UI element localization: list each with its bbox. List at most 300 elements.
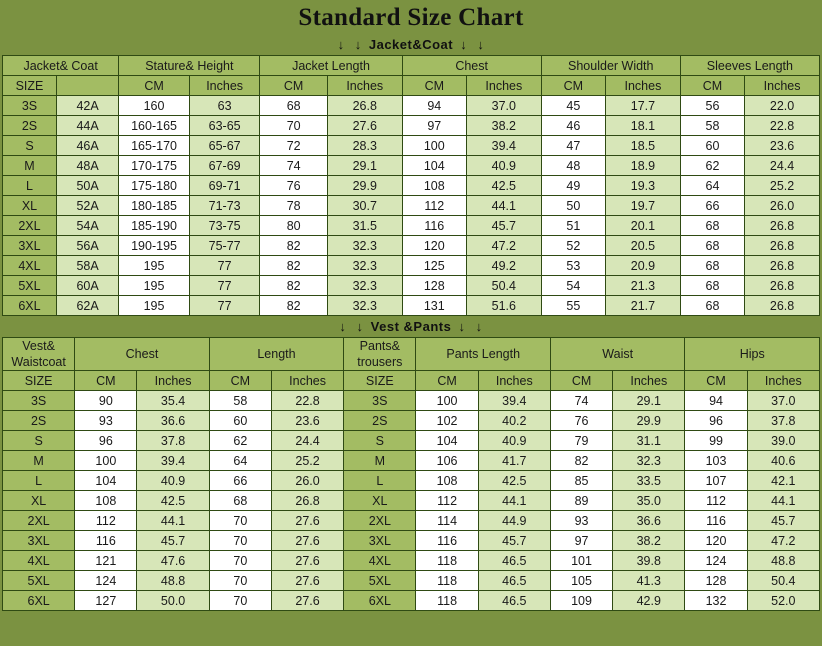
value-cell: 70 bbox=[260, 116, 327, 136]
value-cell: 170-175 bbox=[119, 156, 190, 176]
value-cell: 70 bbox=[209, 591, 271, 611]
group-header: Pants Length bbox=[416, 338, 550, 371]
value-cell: 25.2 bbox=[271, 451, 343, 471]
value-cell: 128 bbox=[402, 276, 466, 296]
value-cell: 50.0 bbox=[137, 591, 209, 611]
value-cell: 23.6 bbox=[271, 411, 343, 431]
value-cell: 26.8 bbox=[745, 296, 820, 316]
section-label-vest: Vest &Pants bbox=[370, 319, 452, 334]
value-cell: 82 bbox=[260, 256, 327, 276]
value-cell: 26.8 bbox=[745, 256, 820, 276]
value-cell: 109 bbox=[550, 591, 612, 611]
value-cell: 35.0 bbox=[613, 491, 685, 511]
value-cell: 104 bbox=[402, 156, 466, 176]
value-cell: 70 bbox=[209, 511, 271, 531]
table-row bbox=[3, 196, 820, 216]
value-cell: 25.2 bbox=[745, 176, 820, 196]
value-cell: 99 bbox=[685, 431, 747, 451]
size-cell: 5XL bbox=[344, 571, 416, 591]
code-cell: 52A bbox=[56, 196, 118, 216]
code-cell: 54A bbox=[56, 216, 118, 236]
value-cell: 20.1 bbox=[606, 216, 681, 236]
table-row bbox=[3, 116, 820, 136]
value-cell: 20.9 bbox=[606, 256, 681, 276]
size-cell: XL bbox=[344, 491, 416, 511]
value-cell: 45.7 bbox=[478, 531, 550, 551]
table-unit-row bbox=[3, 371, 820, 391]
table-row bbox=[3, 391, 820, 411]
table-row bbox=[3, 411, 820, 431]
value-cell: 70 bbox=[209, 571, 271, 591]
value-cell: 19.7 bbox=[606, 196, 681, 216]
value-cell: 52 bbox=[541, 236, 605, 256]
code-cell: 44A bbox=[56, 116, 118, 136]
code-cell: 58A bbox=[56, 256, 118, 276]
value-cell: 29.9 bbox=[613, 411, 685, 431]
size-cell: XL bbox=[3, 196, 57, 216]
value-cell: 37.8 bbox=[137, 431, 209, 451]
group-header: Stature& Height bbox=[119, 56, 260, 76]
value-cell: 44.1 bbox=[466, 196, 541, 216]
value-cell: 38.2 bbox=[613, 531, 685, 551]
arrow-down-icon: ↓ bbox=[475, 319, 483, 334]
value-cell: 50 bbox=[541, 196, 605, 216]
value-cell: 71-73 bbox=[189, 196, 260, 216]
value-cell: 120 bbox=[685, 531, 747, 551]
size-cell: 5XL bbox=[3, 276, 57, 296]
value-cell: 63 bbox=[189, 96, 260, 116]
value-cell: 22.8 bbox=[271, 391, 343, 411]
unit-cell: Inches bbox=[747, 371, 819, 391]
value-cell: 124 bbox=[685, 551, 747, 571]
value-cell: 29.1 bbox=[327, 156, 402, 176]
unit-cell: CM bbox=[680, 76, 744, 96]
value-cell: 18.5 bbox=[606, 136, 681, 156]
value-cell: 97 bbox=[402, 116, 466, 136]
value-cell: 21.3 bbox=[606, 276, 681, 296]
size-cell: 2S bbox=[344, 411, 416, 431]
value-cell: 82 bbox=[260, 296, 327, 316]
value-cell: 125 bbox=[402, 256, 466, 276]
group-header: Sleeves Length bbox=[680, 56, 819, 76]
table-row bbox=[3, 216, 820, 236]
value-cell: 30.7 bbox=[327, 196, 402, 216]
value-cell: 27.6 bbox=[271, 571, 343, 591]
value-cell: 64 bbox=[209, 451, 271, 471]
size-cell: L bbox=[3, 471, 75, 491]
value-cell: 100 bbox=[75, 451, 137, 471]
value-cell: 100 bbox=[416, 391, 478, 411]
value-cell: 38.2 bbox=[466, 116, 541, 136]
value-cell: 160 bbox=[119, 96, 190, 116]
value-cell: 26.0 bbox=[271, 471, 343, 491]
value-cell: 68 bbox=[209, 491, 271, 511]
unit-cell: Inches bbox=[327, 76, 402, 96]
value-cell: 118 bbox=[416, 551, 478, 571]
value-cell: 46.5 bbox=[478, 551, 550, 571]
value-cell: 48.8 bbox=[747, 551, 819, 571]
group-header: Jacket& Coat bbox=[3, 56, 119, 76]
size-cell: L bbox=[3, 176, 57, 196]
jacket-coat-table bbox=[2, 55, 820, 316]
value-cell: 46.5 bbox=[478, 571, 550, 591]
value-cell: 45 bbox=[541, 96, 605, 116]
value-cell: 27.6 bbox=[327, 116, 402, 136]
value-cell: 165-170 bbox=[119, 136, 190, 156]
size-cell: 3XL bbox=[3, 531, 75, 551]
unit-cell: CM bbox=[402, 76, 466, 96]
value-cell: 108 bbox=[416, 471, 478, 491]
code-cell: 60A bbox=[56, 276, 118, 296]
table-row bbox=[3, 296, 820, 316]
group-header: Chest bbox=[402, 56, 541, 76]
value-cell: 82 bbox=[260, 236, 327, 256]
table-row bbox=[3, 571, 820, 591]
unit-cell: CM bbox=[209, 371, 271, 391]
size-cell: 2XL bbox=[3, 216, 57, 236]
value-cell: 76 bbox=[550, 411, 612, 431]
value-cell: 180-185 bbox=[119, 196, 190, 216]
value-cell: 94 bbox=[402, 96, 466, 116]
value-cell: 39.4 bbox=[466, 136, 541, 156]
value-cell: 46 bbox=[541, 116, 605, 136]
size-cell: M bbox=[344, 451, 416, 471]
value-cell: 32.3 bbox=[327, 256, 402, 276]
unit-cell bbox=[56, 76, 118, 96]
size-cell: 4XL bbox=[3, 551, 75, 571]
value-cell: 63-65 bbox=[189, 116, 260, 136]
value-cell: 41.7 bbox=[478, 451, 550, 471]
size-cell: 5XL bbox=[3, 571, 75, 591]
size-cell: S bbox=[3, 431, 75, 451]
table-row bbox=[3, 256, 820, 276]
value-cell: 56 bbox=[680, 96, 744, 116]
size-cell: 4XL bbox=[3, 256, 57, 276]
value-cell: 32.3 bbox=[327, 296, 402, 316]
value-cell: 36.6 bbox=[613, 511, 685, 531]
table-row bbox=[3, 451, 820, 471]
value-cell: 68 bbox=[680, 276, 744, 296]
value-cell: 90 bbox=[75, 391, 137, 411]
value-cell: 60 bbox=[680, 136, 744, 156]
unit-cell: CM bbox=[416, 371, 478, 391]
value-cell: 68 bbox=[680, 296, 744, 316]
arrow-down-icon: ↓ bbox=[354, 37, 362, 52]
table-row bbox=[3, 491, 820, 511]
value-cell: 45.7 bbox=[747, 511, 819, 531]
value-cell: 26.8 bbox=[745, 236, 820, 256]
value-cell: 47.6 bbox=[137, 551, 209, 571]
value-cell: 22.8 bbox=[745, 116, 820, 136]
unit-cell: CM bbox=[685, 371, 747, 391]
value-cell: 51 bbox=[541, 216, 605, 236]
unit-cell: Inches bbox=[606, 76, 681, 96]
value-cell: 70 bbox=[209, 551, 271, 571]
value-cell: 116 bbox=[75, 531, 137, 551]
table-unit-row bbox=[3, 76, 820, 96]
size-cell: XL bbox=[3, 491, 75, 511]
value-cell: 47 bbox=[541, 136, 605, 156]
section-label-jacket: Jacket&Coat bbox=[368, 37, 454, 52]
size-cell: 3XL bbox=[344, 531, 416, 551]
value-cell: 195 bbox=[119, 276, 190, 296]
value-cell: 20.5 bbox=[606, 236, 681, 256]
value-cell: 54 bbox=[541, 276, 605, 296]
value-cell: 31.1 bbox=[613, 431, 685, 451]
value-cell: 29.1 bbox=[613, 391, 685, 411]
value-cell: 58 bbox=[680, 116, 744, 136]
value-cell: 23.6 bbox=[745, 136, 820, 156]
arrow-down-icon: ↓ bbox=[356, 319, 364, 334]
value-cell: 50.4 bbox=[466, 276, 541, 296]
value-cell: 47.2 bbox=[466, 236, 541, 256]
value-cell: 27.6 bbox=[271, 511, 343, 531]
table-row bbox=[3, 136, 820, 156]
value-cell: 132 bbox=[685, 591, 747, 611]
value-cell: 36.6 bbox=[137, 411, 209, 431]
unit-cell: CM bbox=[119, 76, 190, 96]
code-cell: 50A bbox=[56, 176, 118, 196]
value-cell: 77 bbox=[189, 256, 260, 276]
value-cell: 74 bbox=[260, 156, 327, 176]
value-cell: 51.6 bbox=[466, 296, 541, 316]
size-cell: 3S bbox=[3, 96, 57, 116]
value-cell: 97 bbox=[550, 531, 612, 551]
value-cell: 17.7 bbox=[606, 96, 681, 116]
value-cell: 19.3 bbox=[606, 176, 681, 196]
table-row bbox=[3, 591, 820, 611]
value-cell: 64 bbox=[680, 176, 744, 196]
table-row bbox=[3, 551, 820, 571]
size-cell: L bbox=[344, 471, 416, 491]
section-header-vest bbox=[0, 316, 822, 337]
group-header: Shoulder Width bbox=[541, 56, 680, 76]
value-cell: 46.5 bbox=[478, 591, 550, 611]
size-cell: 2S bbox=[3, 411, 75, 431]
value-cell: 39.4 bbox=[137, 451, 209, 471]
value-cell: 72 bbox=[260, 136, 327, 156]
unit-cell: SIZE bbox=[344, 371, 416, 391]
size-cell: 2S bbox=[3, 116, 57, 136]
value-cell: 108 bbox=[402, 176, 466, 196]
value-cell: 60 bbox=[209, 411, 271, 431]
size-cell: 6XL bbox=[344, 591, 416, 611]
size-cell: 2XL bbox=[3, 511, 75, 531]
value-cell: 55 bbox=[541, 296, 605, 316]
value-cell: 40.6 bbox=[747, 451, 819, 471]
value-cell: 31.5 bbox=[327, 216, 402, 236]
value-cell: 26.0 bbox=[745, 196, 820, 216]
value-cell: 195 bbox=[119, 296, 190, 316]
value-cell: 37.8 bbox=[747, 411, 819, 431]
value-cell: 40.9 bbox=[478, 431, 550, 451]
value-cell: 42.5 bbox=[466, 176, 541, 196]
value-cell: 24.4 bbox=[271, 431, 343, 451]
value-cell: 48 bbox=[541, 156, 605, 176]
value-cell: 68 bbox=[260, 96, 327, 116]
value-cell: 68 bbox=[680, 236, 744, 256]
code-cell: 56A bbox=[56, 236, 118, 256]
value-cell: 100 bbox=[402, 136, 466, 156]
table-row bbox=[3, 236, 820, 256]
size-cell: 6XL bbox=[3, 296, 57, 316]
value-cell: 66 bbox=[209, 471, 271, 491]
table-row bbox=[3, 156, 820, 176]
value-cell: 102 bbox=[416, 411, 478, 431]
table-row bbox=[3, 431, 820, 451]
value-cell: 39.4 bbox=[478, 391, 550, 411]
table-row bbox=[3, 176, 820, 196]
arrow-down-icon: ↓ bbox=[458, 319, 466, 334]
value-cell: 82 bbox=[550, 451, 612, 471]
value-cell: 105 bbox=[550, 571, 612, 591]
value-cell: 101 bbox=[550, 551, 612, 571]
unit-cell: Inches bbox=[137, 371, 209, 391]
value-cell: 79 bbox=[550, 431, 612, 451]
value-cell: 41.3 bbox=[613, 571, 685, 591]
code-cell: 48A bbox=[56, 156, 118, 176]
unit-cell: CM bbox=[260, 76, 327, 96]
unit-cell: Inches bbox=[613, 371, 685, 391]
unit-cell: SIZE bbox=[3, 371, 75, 391]
table-row bbox=[3, 531, 820, 551]
value-cell: 22.0 bbox=[745, 96, 820, 116]
size-cell: 3XL bbox=[3, 236, 57, 256]
table-group-header-row bbox=[3, 56, 820, 76]
value-cell: 32.3 bbox=[613, 451, 685, 471]
value-cell: 45.7 bbox=[466, 216, 541, 236]
value-cell: 103 bbox=[685, 451, 747, 471]
value-cell: 66 bbox=[680, 196, 744, 216]
value-cell: 77 bbox=[189, 276, 260, 296]
value-cell: 106 bbox=[416, 451, 478, 471]
value-cell: 93 bbox=[550, 511, 612, 531]
value-cell: 44.9 bbox=[478, 511, 550, 531]
unit-cell: Inches bbox=[478, 371, 550, 391]
value-cell: 47.2 bbox=[747, 531, 819, 551]
unit-cell: CM bbox=[541, 76, 605, 96]
value-cell: 44.1 bbox=[478, 491, 550, 511]
unit-cell: CM bbox=[75, 371, 137, 391]
size-cell: 2XL bbox=[344, 511, 416, 531]
value-cell: 77 bbox=[189, 296, 260, 316]
value-cell: 26.8 bbox=[745, 216, 820, 236]
value-cell: 76 bbox=[260, 176, 327, 196]
unit-cell: Inches bbox=[271, 371, 343, 391]
value-cell: 82 bbox=[260, 276, 327, 296]
size-cell: M bbox=[3, 451, 75, 471]
value-cell: 42.5 bbox=[137, 491, 209, 511]
value-cell: 124 bbox=[75, 571, 137, 591]
value-cell: 58 bbox=[209, 391, 271, 411]
value-cell: 74 bbox=[550, 391, 612, 411]
value-cell: 70 bbox=[209, 531, 271, 551]
value-cell: 89 bbox=[550, 491, 612, 511]
code-cell: 62A bbox=[56, 296, 118, 316]
table-group-header-row bbox=[3, 338, 820, 371]
value-cell: 85 bbox=[550, 471, 612, 491]
value-cell: 67-69 bbox=[189, 156, 260, 176]
value-cell: 93 bbox=[75, 411, 137, 431]
value-cell: 26.8 bbox=[271, 491, 343, 511]
value-cell: 116 bbox=[402, 216, 466, 236]
table-row bbox=[3, 276, 820, 296]
value-cell: 42.1 bbox=[747, 471, 819, 491]
arrow-down-icon: ↓ bbox=[337, 37, 345, 52]
value-cell: 62 bbox=[680, 156, 744, 176]
value-cell: 69-71 bbox=[189, 176, 260, 196]
value-cell: 29.9 bbox=[327, 176, 402, 196]
value-cell: 68 bbox=[680, 216, 744, 236]
value-cell: 28.3 bbox=[327, 136, 402, 156]
value-cell: 42.5 bbox=[478, 471, 550, 491]
value-cell: 27.6 bbox=[271, 591, 343, 611]
value-cell: 112 bbox=[685, 491, 747, 511]
value-cell: 112 bbox=[75, 511, 137, 531]
value-cell: 116 bbox=[416, 531, 478, 551]
unit-cell: Inches bbox=[466, 76, 541, 96]
value-cell: 53 bbox=[541, 256, 605, 276]
value-cell: 50.4 bbox=[747, 571, 819, 591]
value-cell: 32.3 bbox=[327, 236, 402, 256]
value-cell: 185-190 bbox=[119, 216, 190, 236]
value-cell: 160-165 bbox=[119, 116, 190, 136]
value-cell: 128 bbox=[685, 571, 747, 591]
value-cell: 96 bbox=[685, 411, 747, 431]
value-cell: 175-180 bbox=[119, 176, 190, 196]
arrow-down-icon: ↓ bbox=[477, 37, 485, 52]
value-cell: 195 bbox=[119, 256, 190, 276]
value-cell: 44.1 bbox=[747, 491, 819, 511]
value-cell: 121 bbox=[75, 551, 137, 571]
value-cell: 37.0 bbox=[747, 391, 819, 411]
value-cell: 18.1 bbox=[606, 116, 681, 136]
unit-cell: Inches bbox=[745, 76, 820, 96]
size-cell: 4XL bbox=[344, 551, 416, 571]
group-header: Length bbox=[209, 338, 343, 371]
value-cell: 40.9 bbox=[466, 156, 541, 176]
value-cell: 40.2 bbox=[478, 411, 550, 431]
value-cell: 27.6 bbox=[271, 551, 343, 571]
value-cell: 26.8 bbox=[745, 276, 820, 296]
value-cell: 39.8 bbox=[613, 551, 685, 571]
value-cell: 48.8 bbox=[137, 571, 209, 591]
arrow-down-icon: ↓ bbox=[460, 37, 468, 52]
value-cell: 131 bbox=[402, 296, 466, 316]
value-cell: 68 bbox=[680, 256, 744, 276]
value-cell: 18.9 bbox=[606, 156, 681, 176]
value-cell: 73-75 bbox=[189, 216, 260, 236]
value-cell: 112 bbox=[402, 196, 466, 216]
value-cell: 75-77 bbox=[189, 236, 260, 256]
group-header: Jacket Length bbox=[260, 56, 402, 76]
value-cell: 21.7 bbox=[606, 296, 681, 316]
value-cell: 96 bbox=[75, 431, 137, 451]
value-cell: 94 bbox=[685, 391, 747, 411]
vest-table-body bbox=[3, 391, 820, 611]
value-cell: 37.0 bbox=[466, 96, 541, 116]
page-title: Standard Size Chart bbox=[298, 4, 524, 31]
size-cell: 3S bbox=[344, 391, 416, 411]
value-cell: 27.6 bbox=[271, 531, 343, 551]
value-cell: 108 bbox=[75, 491, 137, 511]
group-header: Pants& trousers bbox=[344, 338, 416, 371]
value-cell: 118 bbox=[416, 571, 478, 591]
value-cell: 44.1 bbox=[137, 511, 209, 531]
value-cell: 42.9 bbox=[613, 591, 685, 611]
arrow-down-icon: ↓ bbox=[339, 319, 347, 334]
section-header-jacket bbox=[0, 34, 822, 55]
